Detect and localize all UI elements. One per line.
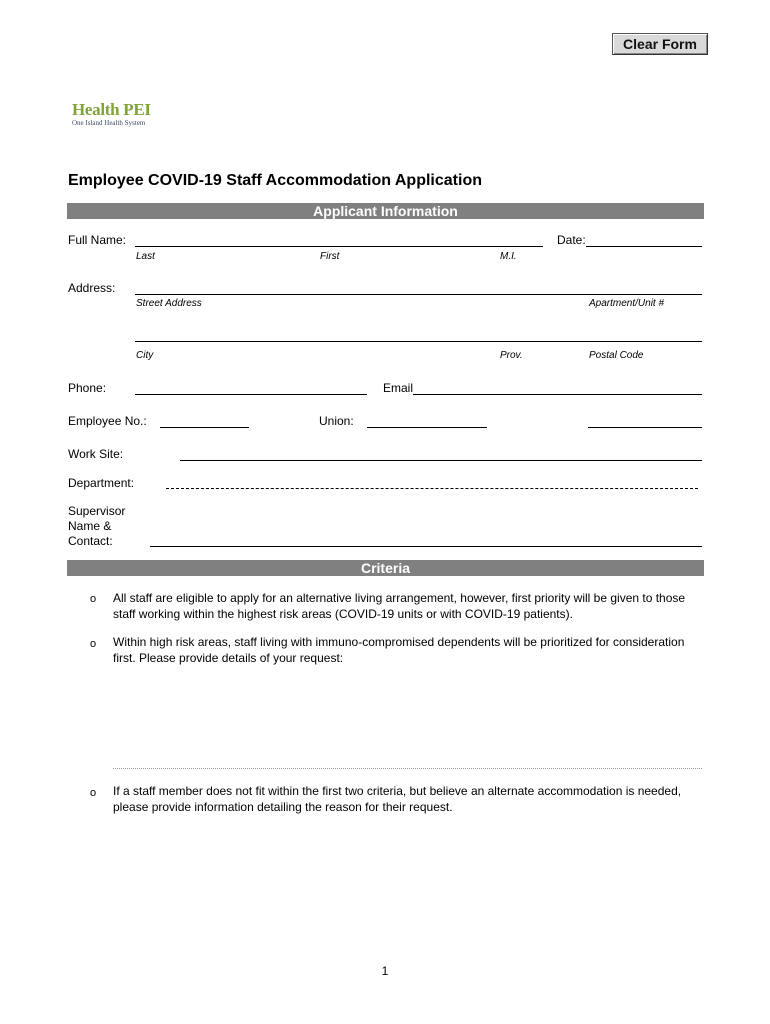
full-name-label: Full Name: bbox=[68, 233, 127, 247]
department-label: Department: bbox=[68, 476, 135, 490]
union-extra-field[interactable] bbox=[588, 427, 702, 428]
clear-form-button[interactable]: Clear Form bbox=[612, 33, 708, 55]
date-field[interactable] bbox=[586, 246, 702, 247]
employee-number-label: Employee No.: bbox=[68, 414, 147, 428]
request-details-textarea[interactable] bbox=[113, 670, 702, 766]
logo-wordmark: Health PEI bbox=[72, 100, 151, 119]
applicant-information-header: Applicant Information bbox=[67, 203, 704, 219]
apartment-sublabel: Apartment/Unit # bbox=[589, 298, 665, 309]
form-title: Employee COVID-19 Staff Accommodation Application bbox=[68, 172, 482, 189]
full-name-field[interactable] bbox=[135, 246, 543, 247]
supervisor-label-line3: Contact: bbox=[68, 534, 113, 548]
phone-label: Phone: bbox=[68, 381, 107, 395]
street-address-field[interactable] bbox=[135, 294, 702, 295]
date-label: Date: bbox=[557, 233, 586, 247]
page-number: 1 bbox=[381, 964, 389, 978]
email-field[interactable] bbox=[413, 394, 702, 395]
address-label: Address: bbox=[68, 281, 116, 295]
request-details-divider bbox=[113, 768, 702, 769]
criteria-header: Criteria bbox=[67, 560, 704, 576]
street-address-sublabel: Street Address bbox=[136, 298, 202, 309]
supervisor-contact-field[interactable] bbox=[150, 546, 702, 547]
supervisor-label-line2: Name & bbox=[68, 519, 112, 533]
employee-number-field[interactable] bbox=[160, 427, 249, 428]
first-name-sublabel: First bbox=[320, 251, 340, 262]
criteria-item-3: If a staff member does not fit within the first two criteria, but believe an alternate accommodation is needed, please provide information detailing the reason for their request. bbox=[113, 784, 682, 814]
criteria-item-2: Within high risk areas, staff living with immuno-compromised dependents will be prioritized for consideration first. Please provide details of your request: bbox=[113, 635, 685, 665]
health-pei-logo bbox=[72, 101, 182, 131]
criteria-bullet-3: o bbox=[90, 787, 97, 799]
union-field[interactable] bbox=[367, 427, 487, 428]
email-label: Email bbox=[383, 381, 414, 395]
reason-details-textarea[interactable] bbox=[113, 820, 702, 950]
province-sublabel: Prov. bbox=[500, 350, 523, 361]
work-site-label: Work Site: bbox=[68, 447, 124, 461]
last-name-sublabel: Last bbox=[136, 251, 155, 262]
middle-initial-sublabel: M.I. bbox=[500, 251, 517, 262]
city-sublabel: City bbox=[136, 350, 154, 361]
supervisor-label bbox=[68, 504, 125, 549]
department-field[interactable] bbox=[166, 488, 698, 489]
supervisor-label-line1: Supervisor bbox=[68, 504, 126, 518]
criteria-item-1: All staff are eligible to apply for an alternative living arrangement, however, first priority will be given to those staff working within the highest risk areas (COVID-19 units or with COVID-19 patients). bbox=[113, 591, 686, 621]
criteria-bullet-1: o bbox=[90, 593, 97, 605]
criteria-bullet-2: o bbox=[90, 638, 97, 650]
city-prov-postal-field[interactable] bbox=[135, 341, 702, 342]
postal-code-sublabel: Postal Code bbox=[589, 350, 644, 361]
work-site-field[interactable] bbox=[180, 460, 702, 461]
logo-tagline: One Island Health System bbox=[72, 119, 146, 127]
union-label: Union: bbox=[319, 414, 354, 428]
phone-field[interactable] bbox=[135, 394, 367, 395]
